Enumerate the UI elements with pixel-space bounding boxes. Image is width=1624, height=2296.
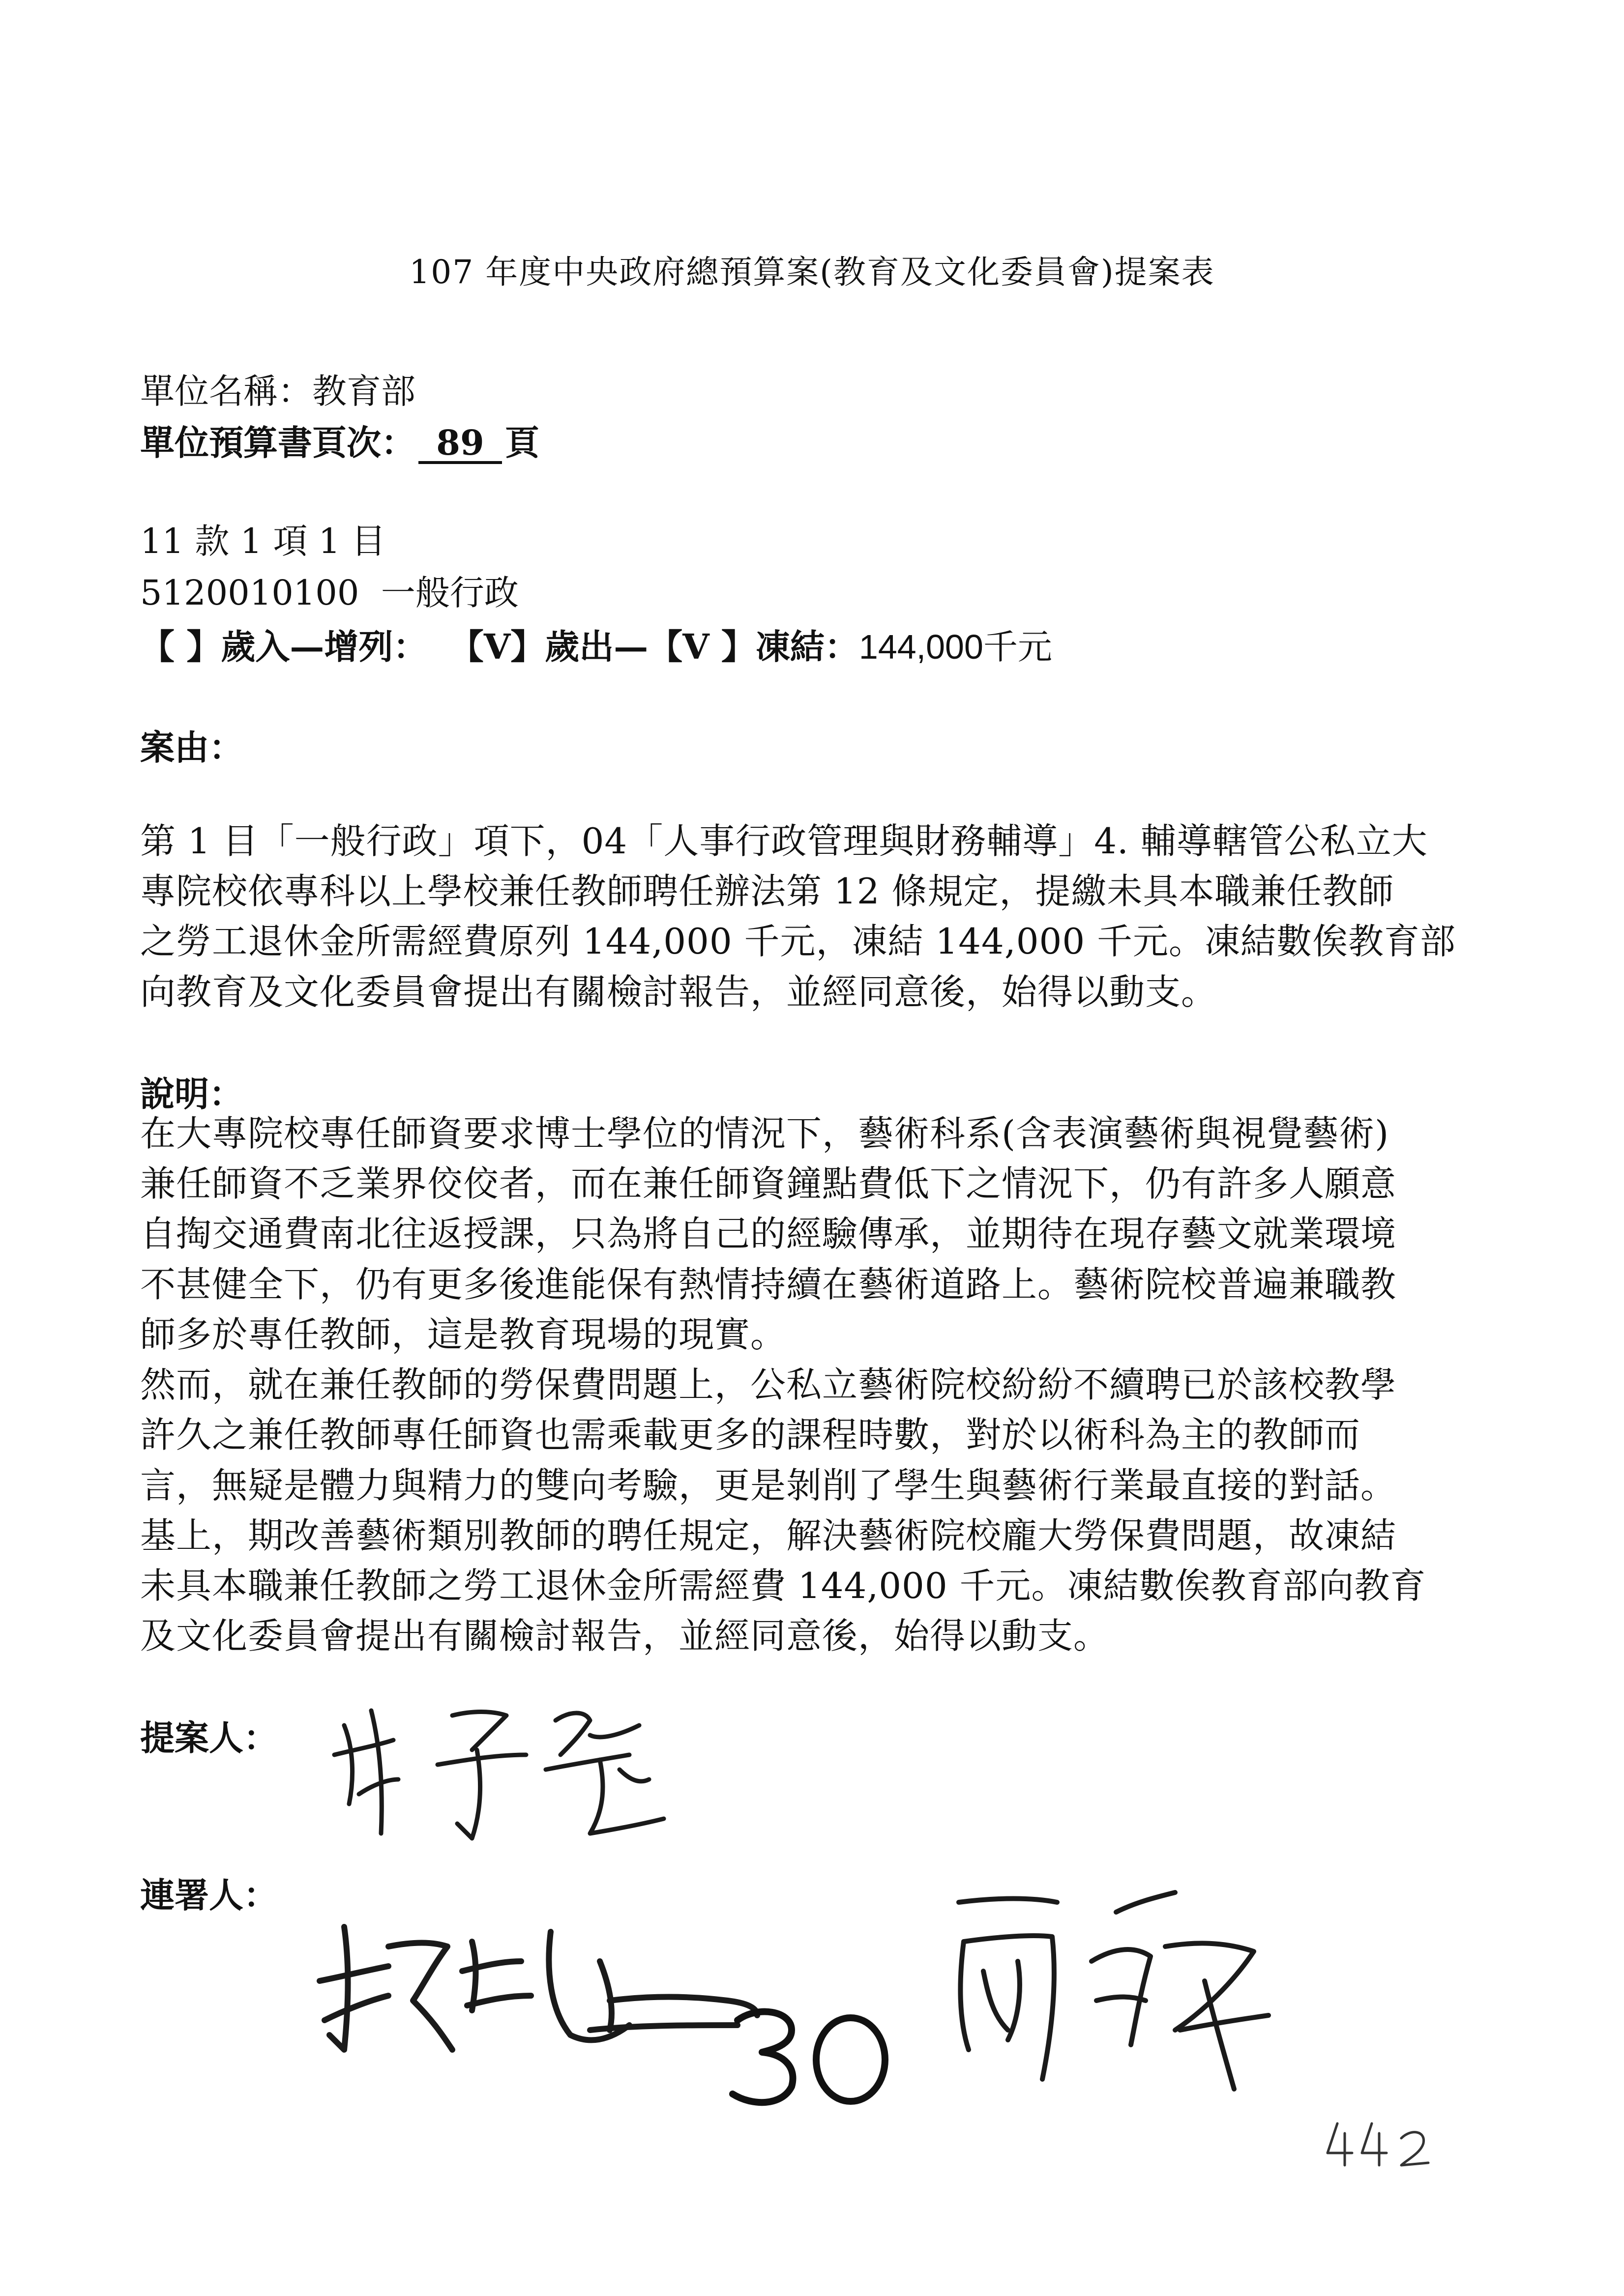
explanation-line: 在大專院校專任師資要求博士學位的情況下，藝術科系(含表演藝術與視覺藝術) <box>140 1113 1389 1154</box>
budget-program: 一般行政 <box>381 573 519 613</box>
freeze-amount-unit: 千元 <box>983 627 1052 667</box>
budget-code-line: 11 款 1 項 1 目 <box>140 521 386 561</box>
cosigner-label: 連署人： <box>140 1875 278 1916</box>
explanation-line: 及文化委員會提出有關檢討報告，並經同意後，始得以動支。 <box>140 1615 1110 1657</box>
explanation-line: 基上，期改善藝術類別教師的聘任規定，解決藝術院校龐大勞保費問題，故凍結 <box>140 1514 1397 1556</box>
budget-code: 5120010100 <box>140 573 359 613</box>
explanation-line: 自掏交通費南北往返授課，只為將自己的經驗傳承，並期待在現存藝文就業環境 <box>140 1213 1397 1255</box>
proposer-label: 提案人： <box>140 1717 278 1758</box>
explanation-line: 然而，就在兼任教師的勞保費問題上，公私立藝術院校紛紛不續聘已於該校教學 <box>140 1364 1397 1406</box>
budget-flags-row <box>140 619 1052 669</box>
explanation-line: 不甚健全下，仍有更多後進能保有熱情持續在藝術道路上。藝術院校普遍兼職教 <box>140 1263 1397 1305</box>
reason-line: 第 1 目「一般行政」項下，04「人事行政管理與財務輔導」4. 輔導轄管公私立大 <box>140 820 1428 862</box>
cosigner-signature <box>929 1883 1283 2138</box>
explanation-line: 兼任師資不乏業界佼佼者，而在兼任師資鐘點費低下之情況下，仍有許多人願意 <box>140 1163 1397 1205</box>
expenditure-freeze-flag: 【V】歲出—【V 】凍結： <box>449 626 859 667</box>
explanation-line: 師多於專任教師，這是教育現場的現實。 <box>140 1313 787 1355</box>
reason-heading: 案由： <box>140 727 243 768</box>
reason-line: 之勞工退休金所需經費原列 144,000 千元，凍結 144,000 千元。凍結數俟教育部 <box>140 921 1456 962</box>
reason-line: 專院校依專科以上學校兼任教師聘任辦法第 12 條規定，提繳未具本職兼任教師 <box>140 871 1394 912</box>
revenue-flag: 【 】歲入—增列： <box>140 626 428 667</box>
handwritten-page-mark <box>1323 2114 1441 2173</box>
unit-page-label: 單位預算書頁次： <box>140 422 415 463</box>
freeze-amount: 144,000 <box>858 628 983 666</box>
form-title: 107 年度中央政府總預算案(教育及文化委員會)提案表 <box>409 253 1215 291</box>
unit-page-suffix: 頁 <box>505 422 539 463</box>
unit-name-label: 單位名稱： <box>140 371 312 411</box>
explanation-line: 言，無疑是體力與精力的雙向考驗，更是剝削了學生與藝術行業最直接的對話。 <box>140 1464 1397 1506</box>
proposer-signature <box>325 1681 669 1843</box>
explanation-line: 許久之兼任教師專任師資也需乘載更多的課程時數，對於以術科為主的教師而 <box>140 1414 1361 1456</box>
unit-name-row <box>140 364 415 413</box>
unit-page-value: 89 <box>418 425 502 464</box>
unit-name-value: 教育部 <box>312 371 415 411</box>
reason-body <box>140 816 1477 1017</box>
reason-line: 向教育及文化委員會提出有關檢討報告，並經同意後，始得以動支。 <box>140 971 1217 1013</box>
handwritten-number <box>723 2001 900 2114</box>
budget-program-row <box>140 565 519 615</box>
explanation-heading: 說明： <box>140 1074 243 1114</box>
explanation-body <box>140 1108 1477 1661</box>
explanation-line: 未具本職兼任教師之勞工退休金所需經費 144,000 千元。凍結數俟教育部向教育 <box>140 1565 1426 1607</box>
unit-page-row <box>140 415 539 465</box>
